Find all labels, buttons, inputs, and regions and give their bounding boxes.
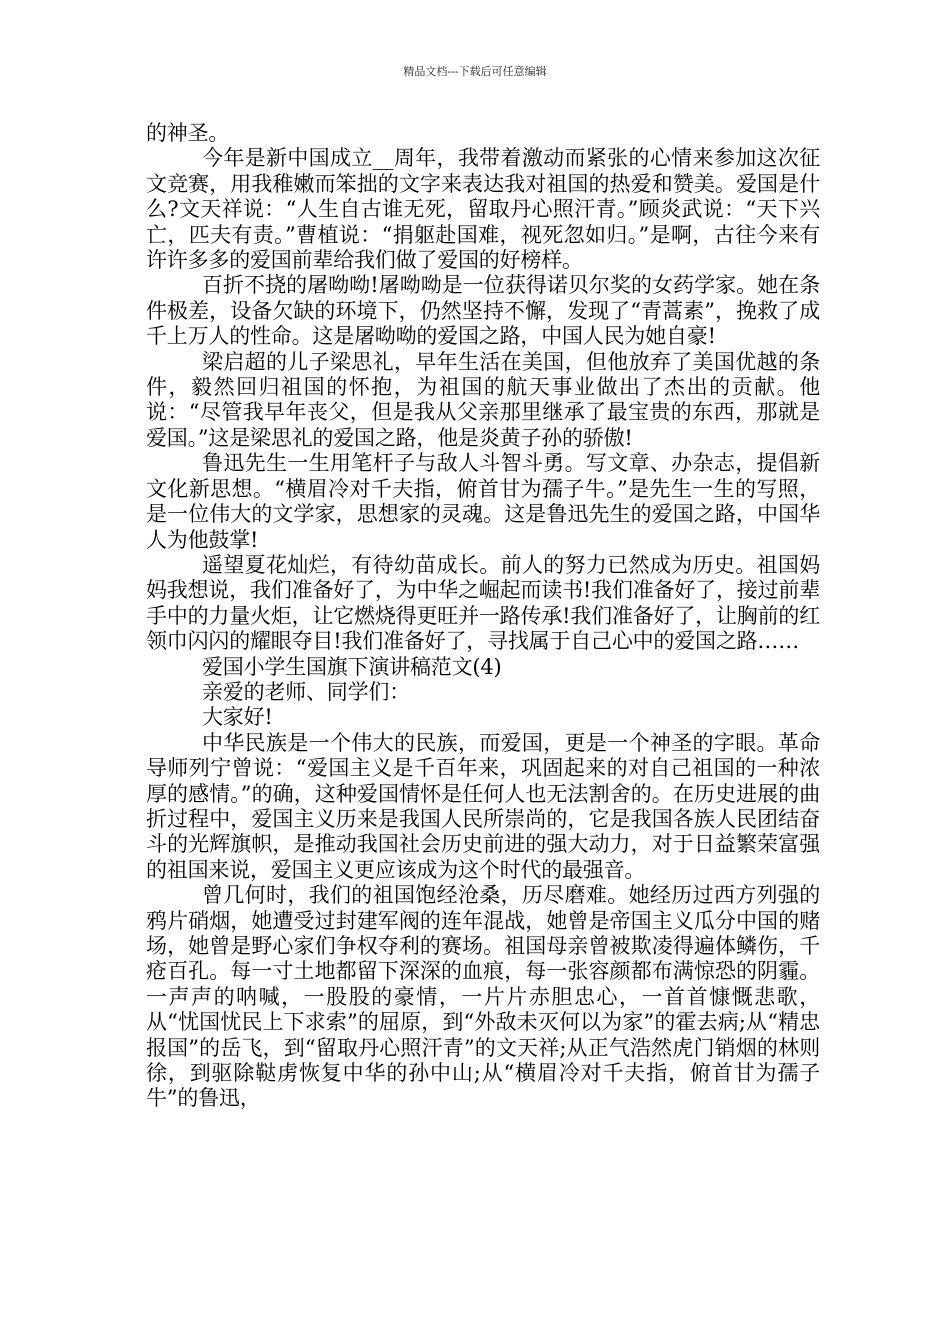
paragraph: 百折不挠的屠呦呦!屠呦呦是一位获得诺贝尔奖的女药学家。她在条件极差，设备欠缺的环境下，仍然坚持不懈，发现了“青蒿素”，挽救了成千上万人的性命。这是屠呦呦的爱国之路，中国人民为她自豪! — [146, 273, 820, 349]
paragraph: 遥望夏花灿烂，有待幼苗成长。前人的努力已然成为历史。祖国妈妈我想说，我们准备好了，为中华之崛起而读书!我们准备好了，接过前辈手中的力量火炬，让它燃烧得更旺并一路传承!我们准备好了，让胸前的红领巾闪闪的耀眼夺目!我们准备好了，寻找属于自己心中的爱国之路…… — [146, 552, 820, 654]
paragraph: 梁启超的儿子梁思礼，早年生活在美国，但他放弃了美国优越的条件，毅然回归祖国的怀抱，为祖国的航天事业做出了杰出的贡献。他说：“尽管我早年丧父，但是我从父亲那里继承了最宝贵的东西，那就是爱国。”这是梁思礼的爱国之路，他是炎黄子孙的骄傲! — [146, 349, 820, 450]
paragraph: 曾几何时，我们的祖国饱经沧桑，历尽磨难。她经历过西方列强的鸦片硝烟，她遭受过封建军阀的连年混战，她曾是帝国主义瓜分中国的赌场，她曾是野心家们争权夺利的赛场。祖国母亲曾被欺凌得遍体鳞伤，千疮百孔。每一寸土地都留下深深的血痕，每一张容颜都布满惊恐的阴霾。一声声的呐喊，一股股的豪情，一片片赤胆忠心，一首首慷慨悲歌，从“忧国忧民上下求索”的屈原，到“外敌未灭何以为家”的霍去病;从“精忠报国”的岳飞，到“留取丹心照汗青”的文天祥;从正气浩然虎门销烟的林则徐，到驱除鞑虏恢复中华的孙中山;从“横眉冷对千夫指，俯首甘为孺子牛”的鲁迅， — [146, 883, 820, 1111]
paragraph: 中华民族是一个伟大的民族，而爱国，更是一个神圣的字眼。革命导师列宁曾说：“爱国主义是千百年来，巩固起来的对自己祖国的一种浓厚的感情。”的确，这种爱国情怀是任何人也无法割舍的。在历史进展的曲折过程中，爱国主义历来是我国人民所崇尚的，它是我国各族人民团结奋斗的光辉旗帜，是推动我国社会历史前进的强大动力，对于日益繁荣富强的祖国来说，爱国主义更应该成为这个时代的最强音。 — [146, 730, 820, 882]
paragraph: 今年是新中国成立__周年，我带着激动而紧张的心情来参加这次征文竞赛，用我稚嫩而笨拙的文字来表达我对祖国的热爱和赞美。爱国是什么?文天祥说：“人生自古谁无死，留取丹心照汗青。”顾炎武说：“天下兴亡，匹夫有责。”曹植说：“捐躯赴国难，视死忽如归。”是啊，古往今来有许许多多的爱国前辈给我们做了爱国的好榜样。 — [146, 146, 820, 273]
greeting: 大家好! — [202, 705, 273, 730]
salutation: 亲爱的老师、同学们： — [202, 679, 410, 704]
paragraph: 鲁迅先生一生用笔杆子与敌人斗智斗勇。写文章、办杂志，提倡新文化新思想。“横眉冷对千夫指，俯首甘为孺子牛。”是先生一生的写照，是一位伟大的文学家，思想家的灵魂。这是鲁迅先生的爱国之路，中国华人为他鼓掌! — [146, 451, 820, 552]
document-body — [146, 121, 820, 1112]
page-header: 精品文档---下载后可任意编辑 — [403, 65, 547, 78]
paragraph: 的神圣。 — [146, 121, 230, 145]
section-title: 爱国小学生国旗下演讲稿范文(4) — [202, 654, 502, 679]
